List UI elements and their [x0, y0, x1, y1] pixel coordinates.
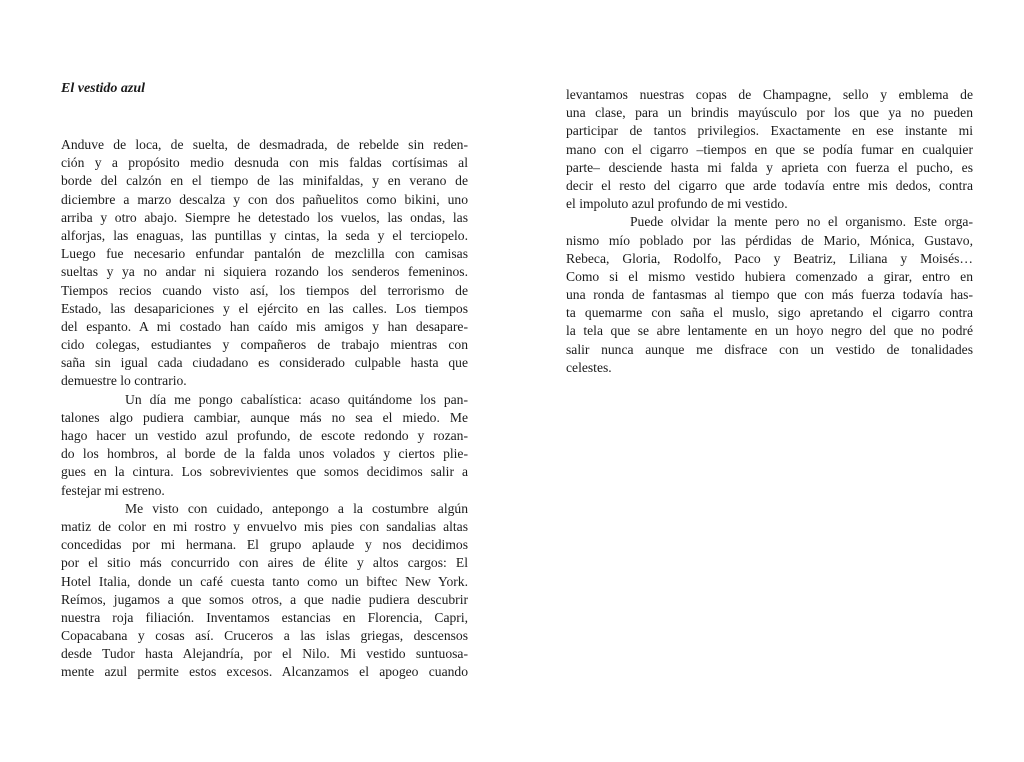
text-line: del espanto. A mi costado han caído mis amigos y han desapare-: [61, 318, 468, 334]
text-line: por el sitio más concurrido con aires de élite y altos cargos: El: [61, 555, 468, 571]
text-line: saña sin igual cada ciudadano es considerado culpable hasta que: [61, 355, 468, 371]
text-line: do los hombros, al borde de la falda unos volados y ciertos plie-: [61, 446, 468, 462]
text-line: salir nunca aunque me disfrace con un vestido de tonalidades: [566, 341, 973, 357]
text-line: Como si el mismo vestido hubiera comenzado a girar, entro en: [566, 268, 973, 284]
text-line: sueltas y ya no andar ni siquiera rozando los senderos femeninos.: [61, 264, 468, 280]
text-line: hago hacer un vestido azul profundo, de escote redondo y rozan-: [61, 428, 468, 443]
text-line: arriba y otro abajo. Siempre he detestado los vuelos, las ondas, las: [61, 209, 468, 225]
text-line: mano con el cigarro –tiempos en que se podía fumar en cualquier: [566, 141, 973, 157]
text-line: festejar mi estreno.: [61, 482, 165, 498]
right-page-body: [566, 86, 973, 377]
text-line: ta quemarme con saña el muslo, sigo apretando el cigarro contra: [566, 305, 973, 321]
text-line: Reímos, jugamos a que somos otros, a que nadie pudiera descubrir: [61, 591, 468, 607]
text-line: celestes.: [566, 359, 612, 375]
text-line: cido colegas, estudiantes y compañeros de trabajo mientras con: [61, 337, 468, 353]
text-line: nuestra roja filiación. Inventamos estancias en Florencia, Capri,: [61, 609, 468, 625]
text-line: Luego fue necesario enfundar pantalón de mezclilla con camisas: [61, 246, 468, 262]
text-line: concedidas por mi hermana. El grupo aplaude y nos decidimos: [61, 537, 468, 553]
text-line: mente azul permite estos excesos. Alcanzamos el apogeo cuando: [61, 664, 468, 680]
text-line: Un día me pongo cabalística: acaso quitándome los pan-: [125, 391, 468, 407]
text-line: demuestre lo contrario.: [61, 373, 187, 389]
text-line: ción y a propósito medio desnuda con mis faldas cortísimas al: [61, 155, 468, 171]
text-line: una ronda de fantasmas al tiempo que con más fuerza todavía has-: [566, 287, 973, 303]
text-line: Copacabana y cosas así. Cruceros a las islas griegas, descensos: [61, 628, 468, 644]
text-line: Rebeca, Gloria, Rodolfo, Paco y Beatriz, Liliana y Moisés…: [566, 250, 973, 266]
text-line: matiz de color en mi rostro y envuelvo mis pies con sandalias altas: [61, 518, 468, 534]
text-line: parte– desciende hasta mi falda y aprieta con fuerza el pucho, es: [566, 159, 973, 175]
text-line: gues en la cintura. Los sobrevivientes que somos decidimos salir a: [61, 464, 468, 480]
text-line: la tela que se abre lentamente en un hoyo negro del que no podré: [566, 323, 973, 339]
text-line: diciembre a marzo descalza y con dos pañuelitos como bikini, uno: [61, 191, 468, 207]
text-line: levantamos nuestras copas de Champagne, sello y emblema de: [566, 87, 973, 102]
text-line: Puede olvidar la mente pero no el organismo. Este orga-: [630, 214, 973, 230]
text-line: nismo mío poblado por las pérdidas de Mario, Mónica, Gustavo,: [566, 232, 973, 248]
text-line: talones algo pudiera cambiar, aunque más no sea el miedo. Me: [61, 409, 468, 425]
text-line: participar de tantos privilegios. Exactamente en ese instante mi: [566, 123, 973, 139]
text-line: alforjas, las enaguas, las puntillas y cintas, la seda y el terciopelo.: [61, 227, 468, 243]
text-line: el impoluto azul profundo de mi vestido.: [566, 196, 788, 212]
text-line: Hotel Italia, donde un café cuesta tanto como un biftec New York.: [61, 573, 468, 589]
text-line: una clase, para un brindis mayúsculo por los que ya no pueden: [566, 105, 973, 121]
left-page-body: [61, 136, 468, 682]
text-line: decir el resto del cigarro que arde todavía entre mis dedos, contra: [566, 177, 973, 193]
text-line: Anduve de loca, de suelta, de desmadrada, de rebelde sin reden-: [61, 137, 468, 152]
text-line: Estado, las desapariciones y el ejército en las calles. Los tiempos: [61, 300, 468, 316]
text-line: borde del calzón en el tiempo de las minifaldas, y en verano de: [61, 173, 468, 189]
text-line: desde Tudor hasta Alejandría, por el Nilo. Mi vestido suntuosa-: [61, 646, 468, 662]
chapter-title: El vestido azul: [61, 81, 146, 96]
text-line: Tiempos recios cuando visto así, los tiempos del terrorismo de: [61, 282, 468, 298]
text-line: Me visto con cuidado, antepongo a la costumbre algún: [125, 500, 468, 516]
